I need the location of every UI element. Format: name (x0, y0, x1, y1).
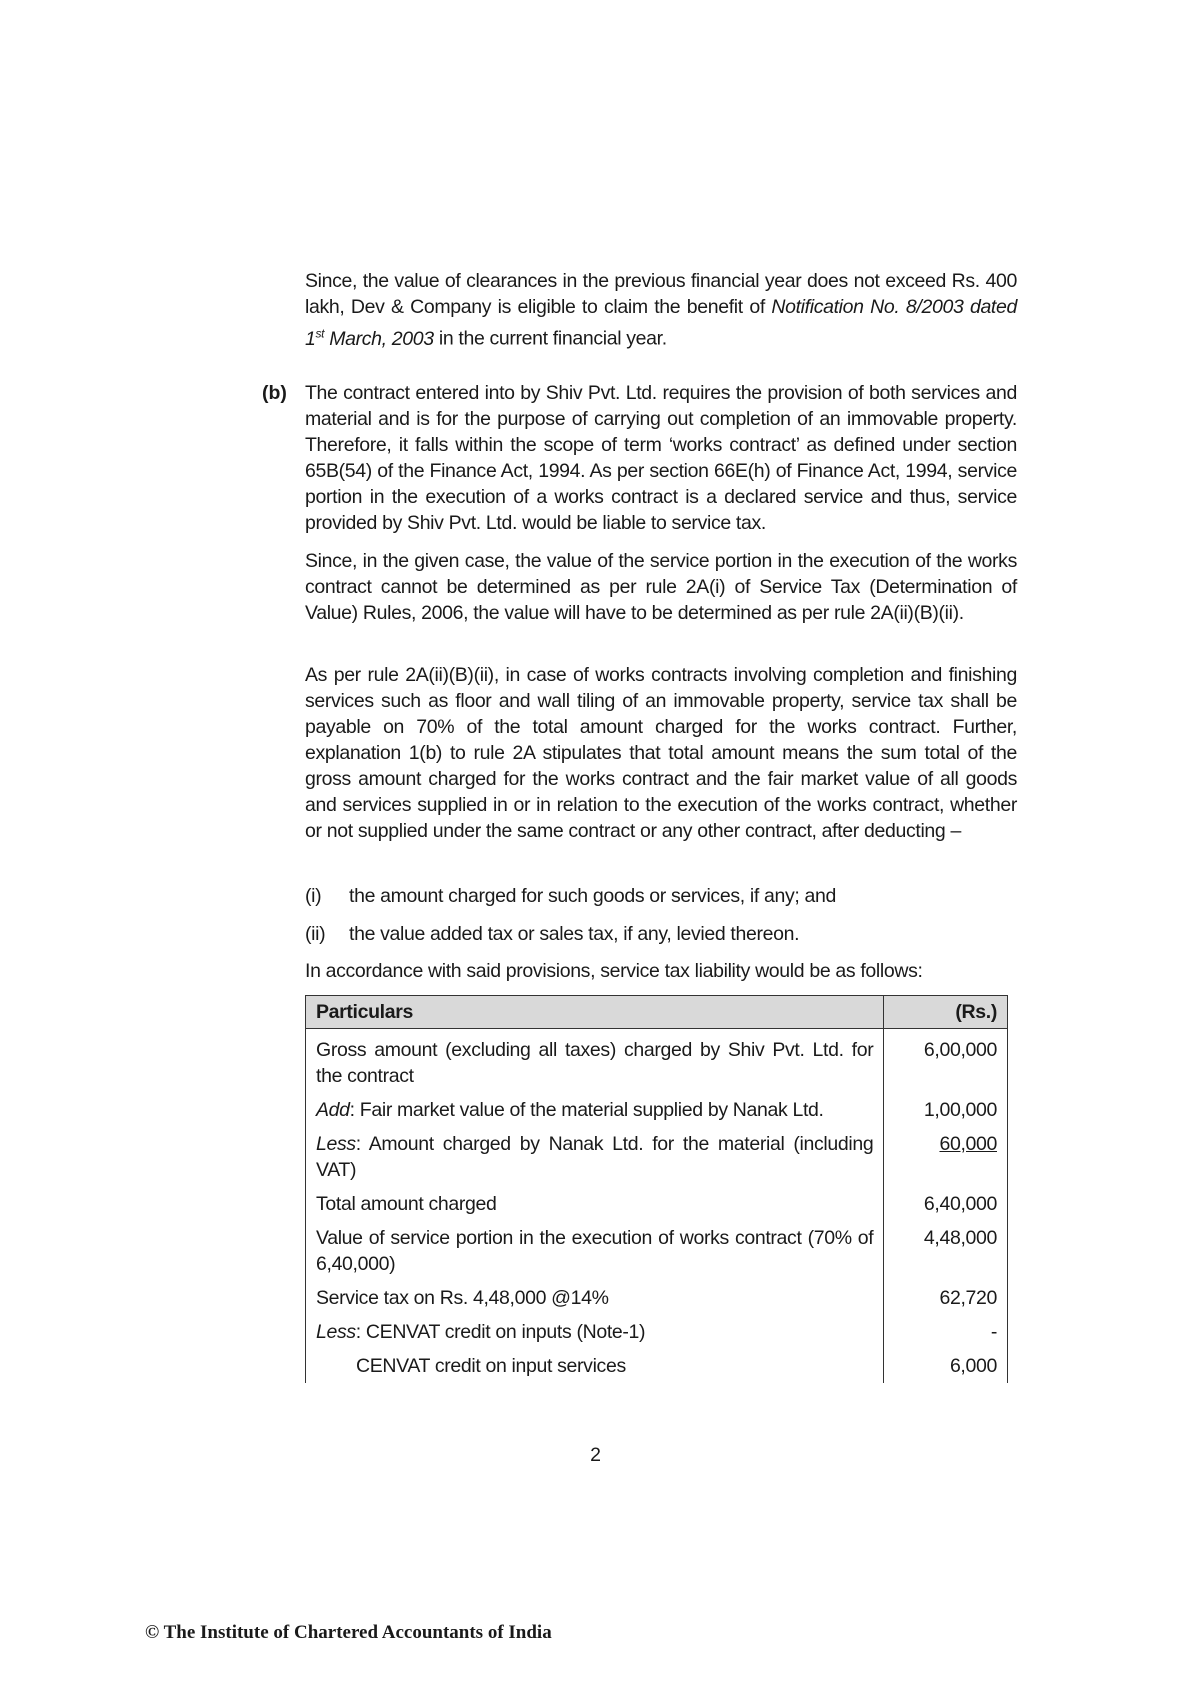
row-amount: 4,48,000 (884, 1221, 1008, 1281)
row-text: Gross amount (excluding all taxes) charged by Shiv Pvt. Ltd. for the contract (316, 1039, 874, 1087)
row-prefix: Less (316, 1321, 356, 1343)
row-particulars (306, 1315, 884, 1349)
list-text: the value added tax or sales tax, if any, levied thereon. (349, 923, 800, 945)
row-particulars (306, 1093, 884, 1127)
notification-date: March, 2003 (324, 327, 434, 350)
header-amount: (Rs.) (884, 996, 1008, 1029)
paragraph-b2: Since, in the given case, the value of the service portion in the execution of the works contract cannot be determined as per rule 2A(i) of Service Tax (Determination of Value) Rules, 2006, the value will have to be determined as per rule 2A(ii)(B)(ii). (305, 550, 1017, 624)
table-header-row (306, 996, 1008, 1029)
row-particulars (306, 1349, 884, 1383)
paragraph-b1: The contract entered into by Shiv Pvt. Ltd. requires the provision of both services and material and is for the purpose of carrying out completion of an immovable property. Therefore, it falls within the scope of term ‘works contract’ as defined under section 65B(54) of the Finance Act, 1994. As per section 66E(h) of Finance Act, 1994, service portion in the execution of a works contract is a declared service and thus, service provided by Shiv Pvt. Ltd. would be liable to service tax. (305, 382, 1017, 534)
footer-copyright: © The Institute of Chartered Accountants of India (145, 1622, 552, 1643)
row-amount: 6,000 (884, 1349, 1008, 1383)
row-text: : CENVAT credit on inputs (Note-1) (355, 1321, 646, 1343)
section-label-b: (b) (262, 382, 287, 404)
row-particulars (306, 1127, 884, 1187)
table-intro: In accordance with said provisions, service tax liability would be as follows: (305, 960, 923, 982)
row-prefix: Less (316, 1133, 356, 1155)
table-row (306, 1281, 1008, 1315)
row-prefix: Add (316, 1099, 350, 1121)
table-row (306, 1127, 1008, 1187)
row-text: : Fair market value of the material supplied by Nanak Ltd. (349, 1099, 824, 1121)
table-row (306, 1093, 1008, 1127)
row-particulars (306, 1029, 884, 1094)
table-row (306, 1029, 1008, 1094)
paragraph-b3: As per rule 2A(ii)(B)(ii), in case of works contracts involving completion and finishing services such as floor and wall tiling of an immovable property, service tax shall be payable on 70% of the total amount charged for the works contract. Further, explanation 1(b) to rule 2A stipulates that total amount means the sum total of the gross amount charged for the works contract and the fair market value of all goods and services supplied in or in relation to the execution of the works contract, whether or not supplied under the same contract or any other contract, after deducting – (305, 664, 1017, 842)
row-amount (884, 1127, 1008, 1187)
list-text: the amount charged for such goods or services, if any; and (349, 885, 836, 907)
para1-tail: in the current financial year. (433, 327, 667, 350)
row-text: : Amount charged by Nanak Ltd. for the material (including VAT) (316, 1133, 874, 1181)
row-text: CENVAT credit on input services (356, 1355, 626, 1377)
page-number: 2 (590, 1444, 601, 1466)
list-num: (ii) (305, 923, 326, 945)
table-row (306, 1221, 1008, 1281)
paragraph-eligibility (305, 268, 1017, 352)
row-text: Value of service portion in the execution of works contract (70% of 6,40,000) (316, 1227, 874, 1275)
table-row (306, 1349, 1008, 1383)
list-num: (i) (305, 885, 322, 907)
service-tax-table (305, 995, 1008, 1383)
notification-sup: st (315, 326, 325, 340)
row-amount: 6,00,000 (884, 1029, 1008, 1094)
row-text: Service tax on Rs. 4,48,000 @14% (316, 1287, 609, 1309)
row-particulars (306, 1281, 884, 1315)
row-text: Total amount charged (316, 1193, 497, 1215)
row-amount: 62,720 (884, 1281, 1008, 1315)
row-particulars (306, 1221, 884, 1281)
row-particulars (306, 1187, 884, 1221)
row-amount: - (884, 1315, 1008, 1349)
header-particulars: Particulars (306, 996, 884, 1029)
row-amount: 1,00,000 (884, 1093, 1008, 1127)
row-amount-underlined: 60,000 (939, 1133, 997, 1155)
para1-text: Since, the value of clearances in the previous financial year does not exceed Rs. 400 lakh, Dev & Company is eligible to claim the benefit of (305, 270, 1017, 318)
table-row (306, 1187, 1008, 1221)
row-amount: 6,40,000 (884, 1187, 1008, 1221)
notification-ref: Notification No. 8/2003 dated 1 (305, 296, 1017, 350)
table-row (306, 1315, 1008, 1349)
